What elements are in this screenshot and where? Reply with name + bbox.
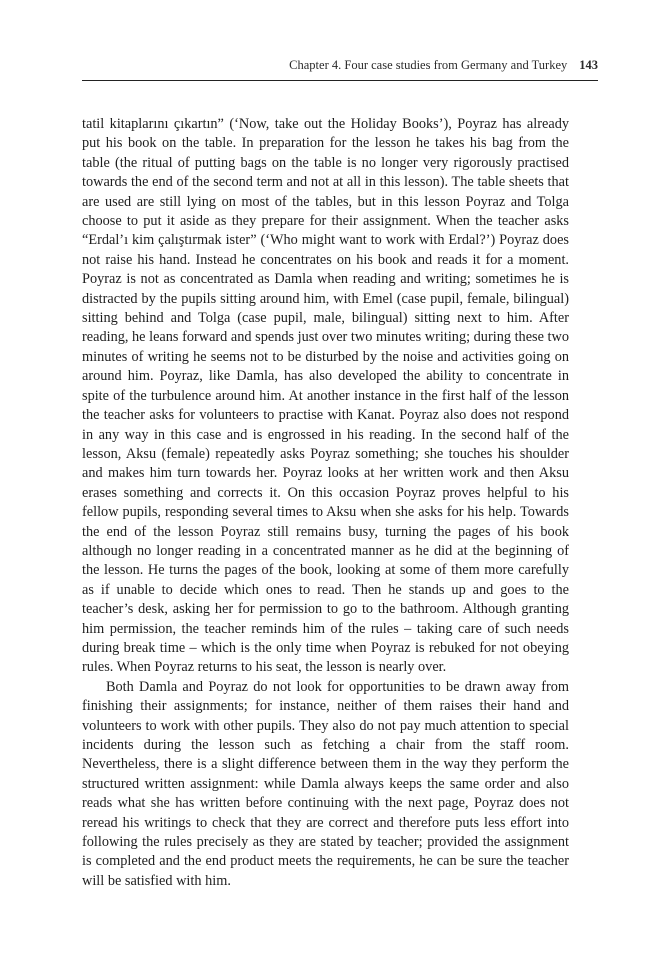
body-text xyxy=(82,115,569,891)
paragraph-2: Both Damla and Poyraz do not look for opportunities to be drawn away from finishing their assignments; for instance, neither of them raises their hand and volunteers to work with other pupils. They also do not pay much attention to special incidents during the lesson such as fetching a chair from the staff room. Nevertheless, there is a slight difference between them in the way they perform the structured written assignment: while Damla always keeps the same order and also reads what she has written before continuing with the next page, Poyraz does not reread his writings to check that they are correct and therefore puts less effort into following the rules precisely as they are stated by teacher; provided the assignment is completed and the end product meets the requirements, he can be sure the teacher will be satisfied with him. xyxy=(82,678,569,889)
chapter-title: Chapter 4. Four case studies from Germany and Turkey xyxy=(289,58,568,72)
paragraph-1: tatil kitaplarını çıkartın” (‘Now, take out the Holiday Books’), Poyraz has already put his book on the table. In preparation for the lesson he takes his bag from the table (the ritual of putting bags on the table is no longer very rigorously practised towards the end of the second term and not at all in this lesson). The table sheets that are used are still lying on most of the tables, but in this lesson Poyraz and Tolga choose to put it aside as they prepare for their assignment. When the teacher asks “Erdal’ı kim çalıştırmak ister” (‘Who might want to work with Erdal?’) Poyraz does not raise his hand. Instead he concentrates on his book and reads it for a moment. Poyraz is not as concentrated as Damla when reading and writing; sometimes he is distracted by the pupils sitting around him, with Emel (case pupil, female, bilingual) sitting behind and Tolga (case pupil, male, bilingual) sitting next to him. After reading, he leans forward and spends just over two minutes writing; during these two minutes of writing he seems not to be disturbed by the noise and activities going on around him. Poyraz, like Damla, has also developed the ability to concentrate in spite of the turbulence around him. At another instance in the first half of the lesson the teacher asks for volunteers to practise with Kanat. Poyraz also does not respond in any way in this case and is engrossed in his reading. In the second half of the lesson, Aksu (female) repeatedly asks Poyraz something; she touches his shoulder and makes him turn towards her. Poyraz looks at her written work and then Aksu erases something and corrects it. On this occasion Poyraz proves helpful to his fellow pupils, responding several times to Aksu when she asks for his help. Towards the end of the lesson Poyraz still remains busy, turning the pages of his book although no longer reading in a concentrated manner as he did at the beginning of the lesson. He turns the pages of the book, looking at some of them more carefully as if unable to decide which ones to read. Then he stands up and goes to the teacher’s desk, asking her for permission to go to the bathroom. Although granting him permission, the teacher reminds him of the rules – taking care of such needs during break time – which is the only time when Poyraz is rebuked for not obeying rules. When Poyraz returns to his seat, the lesson is nearly over. xyxy=(82,116,569,676)
running-header xyxy=(82,58,598,78)
header-rule xyxy=(82,80,598,81)
page-number: 143 xyxy=(579,58,598,72)
